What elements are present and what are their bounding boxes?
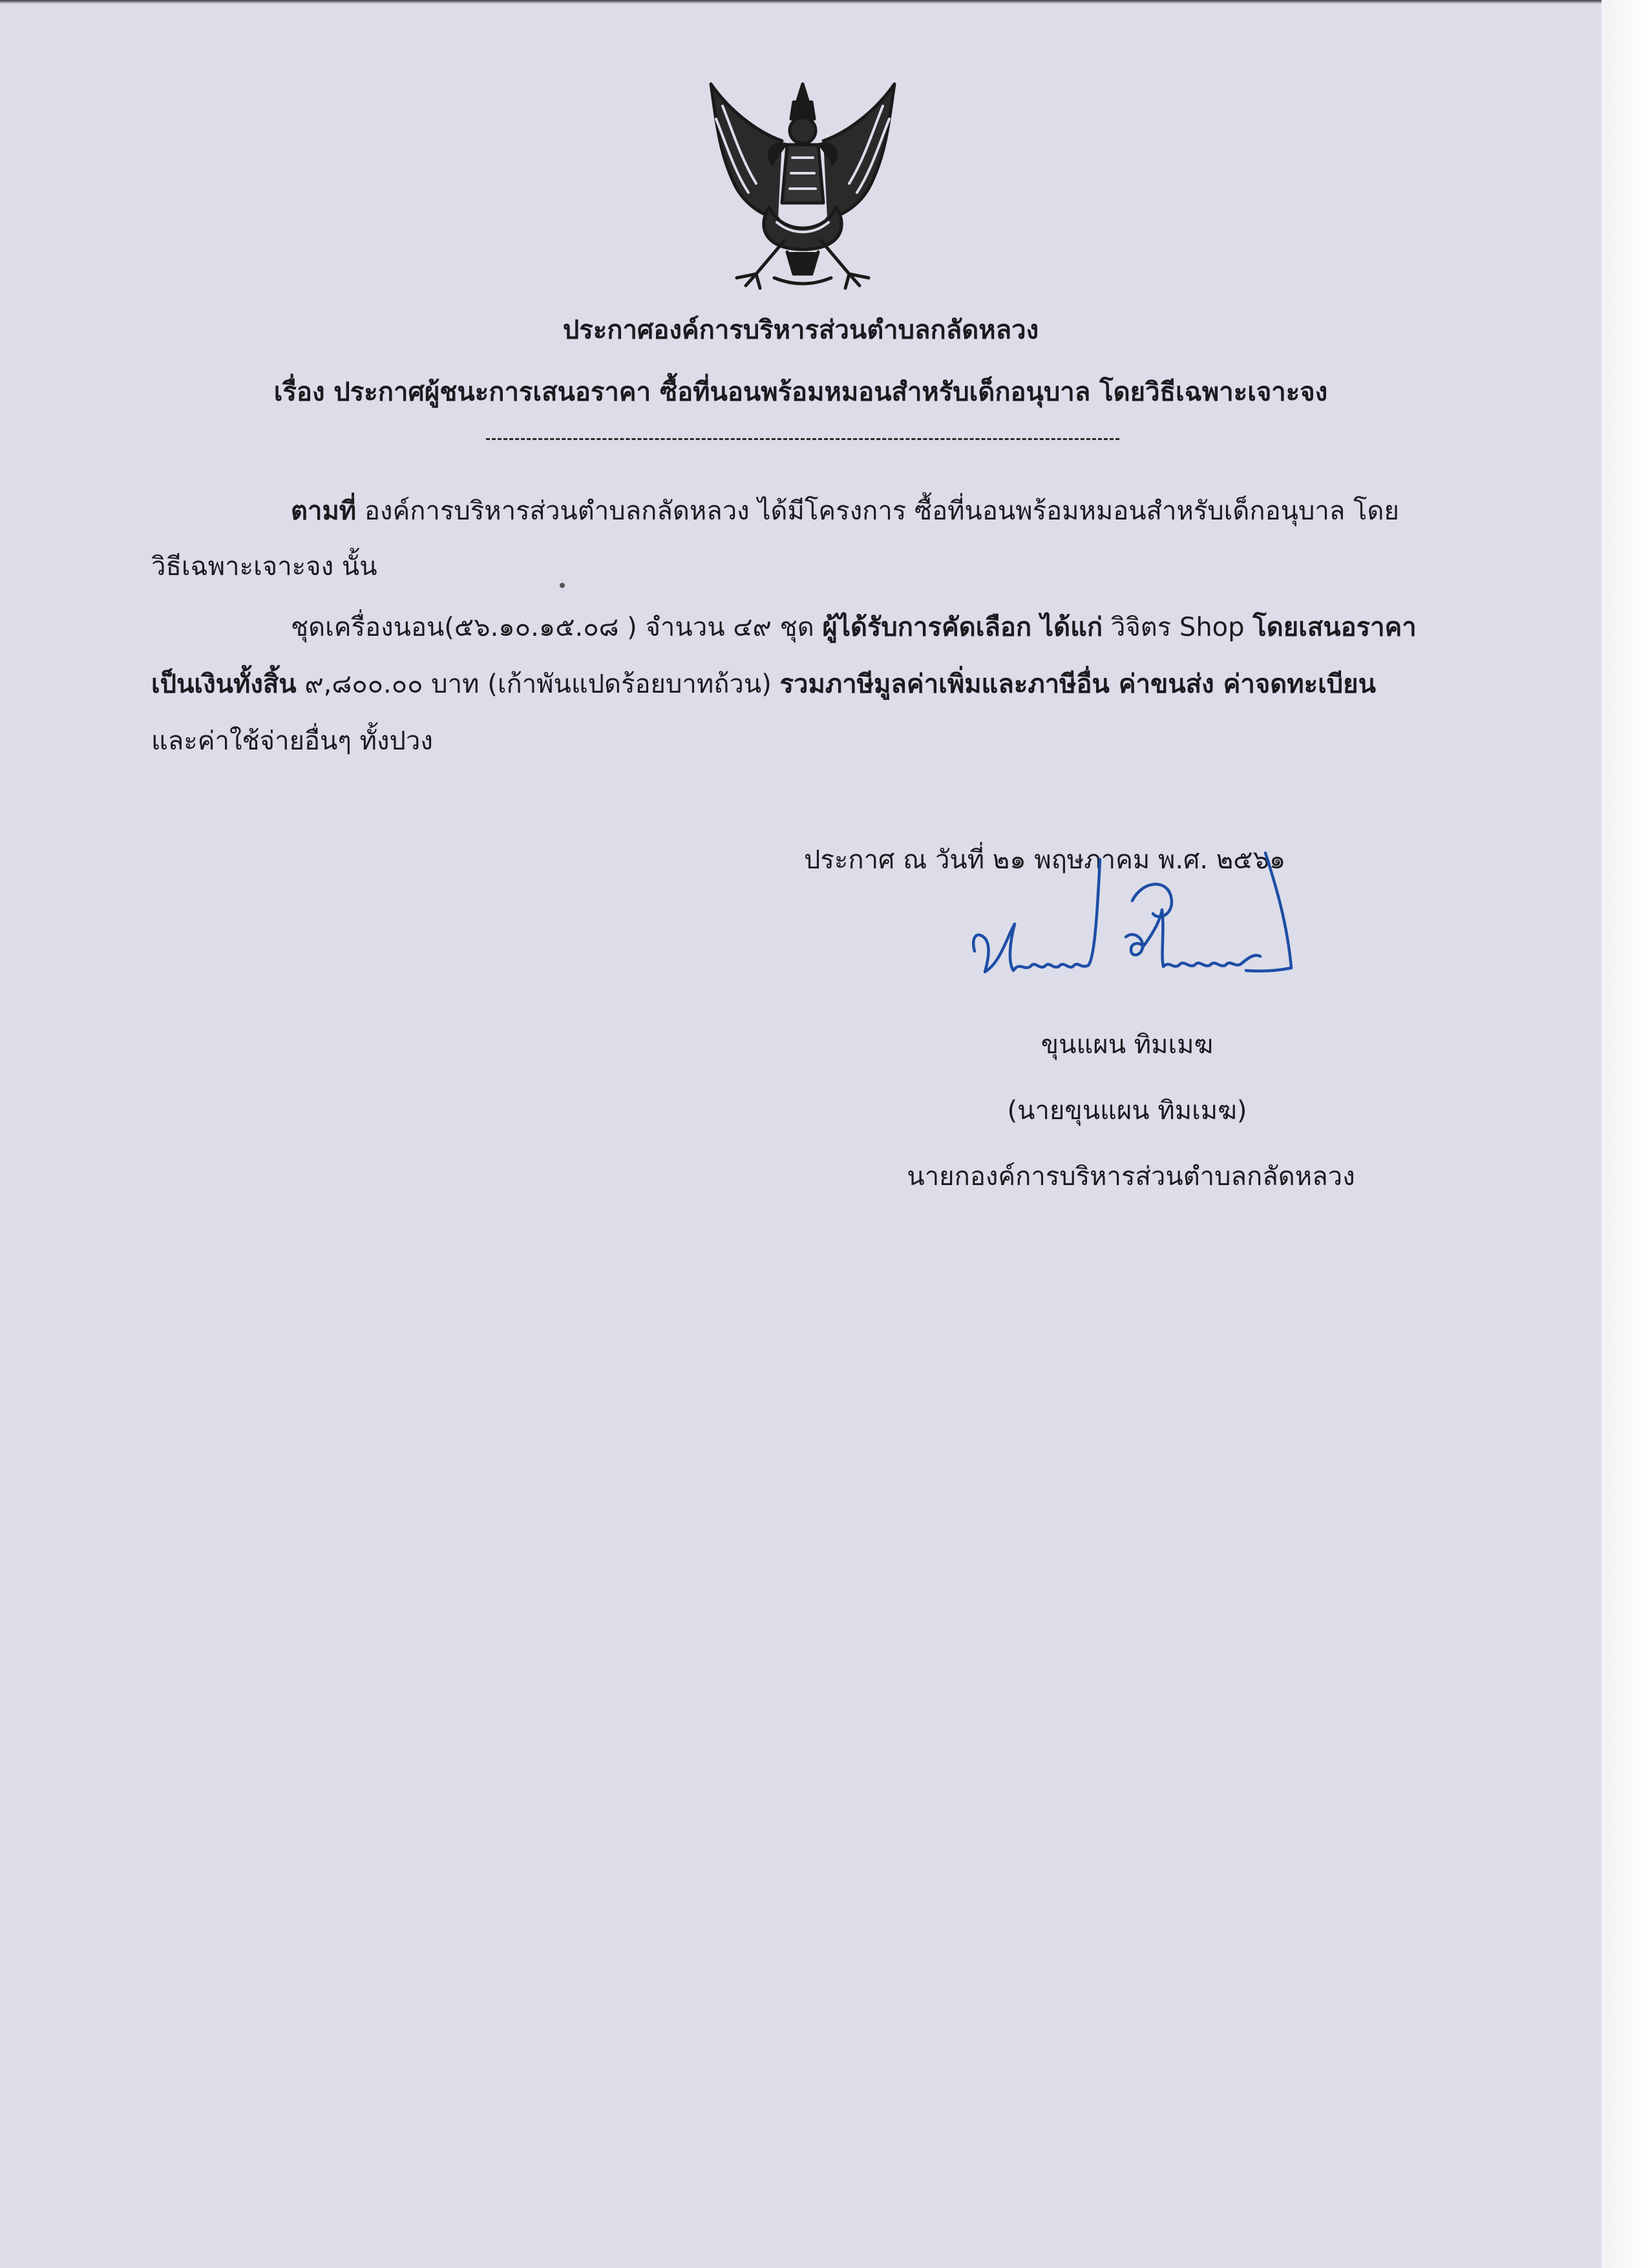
signer-position: นายกองค์การบริหารส่วนตำบลกลัดหลวง <box>907 1162 1355 1192</box>
garuda-emblem-icon <box>697 80 909 291</box>
handwritten-signature <box>962 834 1324 1014</box>
scan-speck <box>560 583 565 588</box>
tax-note: รวมภาษีมูลค่าเพิ่มและภาษีอื่น ค่าขนส่ง ค่าจดทะเบียน <box>779 669 1376 699</box>
winner-name: วิจิตร Shop <box>1103 613 1253 642</box>
item-description: ชุดเครื่องนอน(๕๖.๑๐.๑๕.๐๘ ) จำนวน ๔๙ ชุด <box>291 613 823 642</box>
separator-line <box>486 438 1119 440</box>
paragraph-2-line-2 <box>151 668 1444 700</box>
paragraph-1-line-1 <box>291 495 1583 527</box>
scan-edge-shadow <box>0 0 1601 4</box>
paragraph-1-text: องค์การบริหารส่วนตำบลกลัดหลวง ได้มีโครงการ ซื้อที่นอนพร้อมหมอนสำหรับเด็กอนุบาล โดย <box>356 496 1399 526</box>
scan-margin <box>1601 0 1648 2268</box>
signer-full-name: (นายขุนแผน ทิมเมฆ) <box>1007 1096 1247 1126</box>
announcement-subject: เรื่อง ประกาศผู้ชนะการเสนอราคา ซื้อที่นอนพร้อมหมอนสำหรับเด็กอนุบาล โดยวิธีเฉพาะเจาะจง <box>273 377 1328 407</box>
announcement-title: ประกาศองค์การบริหารส่วนตำบลกลัดหลวง <box>562 315 1039 345</box>
announcement-date: ประกาศ ณ วันที่ ๒๑ พฤษภาคม พ.ศ. ๒๕๖๑ <box>804 845 1286 875</box>
paragraph-2-line-3: และค่าใช้จ่ายอื่นๆ ทั้งปวง <box>151 726 433 756</box>
total-label: เป็นเงินทั้งสิ้น <box>151 669 297 699</box>
paragraph-1-lead: ตามที่ <box>291 496 357 526</box>
paragraph-1-line-2: วิธีเฉพาะเจาะจง นั้น <box>151 552 377 582</box>
paragraph-2-line-1 <box>291 611 1583 644</box>
winner-label: ผู้ได้รับการคัดเลือก ได้แก่ <box>822 613 1103 642</box>
offer-label: โดยเสนอราคา <box>1252 613 1417 642</box>
signer-short-name: ขุนแผน ทิมเมฆ <box>1041 1030 1214 1060</box>
total-amount: ๙,๘๐๐.๐๐ บาท (เก้าพันแปดร้อยบาทถ้วน) <box>296 669 780 699</box>
